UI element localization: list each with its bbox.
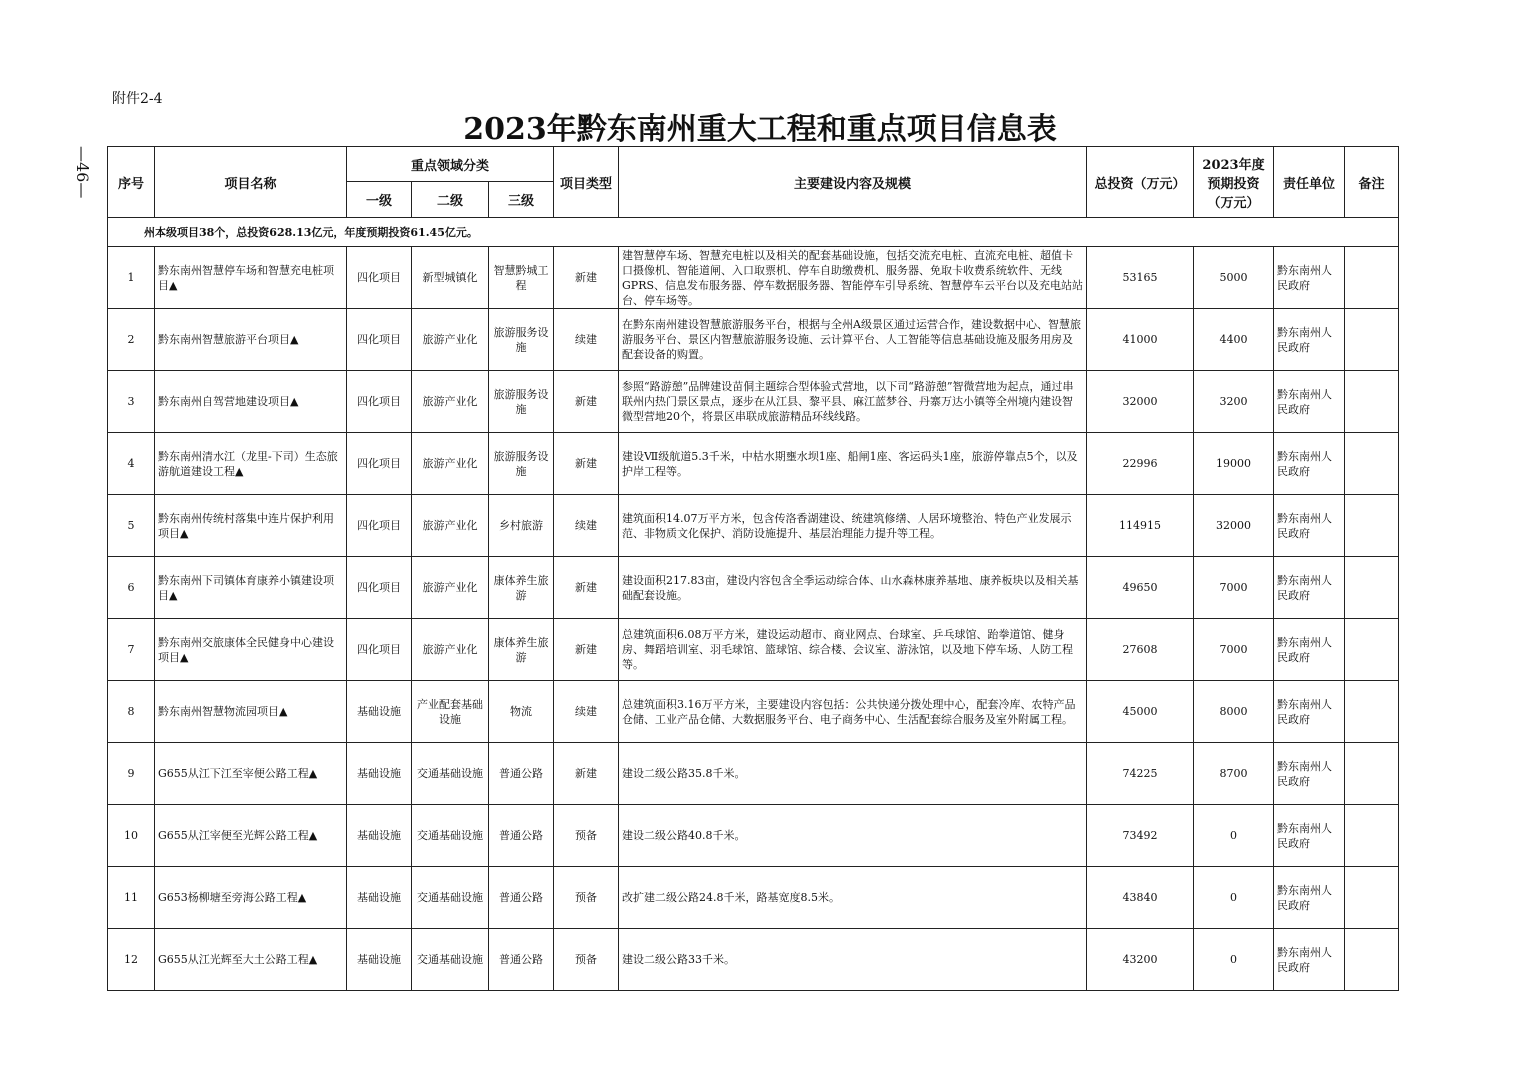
cell-content: 在黔东南州建设智慧旅游服务平台，根据与全州A级景区通过运营合作，建设数据中心、智慧旅游服务平台、景区内智慧旅游服务设施、云计算平台、人工智能等信息基础设施及服务用房及配套设备的购置。 [619, 309, 1087, 371]
cell-type: 预备 [554, 867, 619, 929]
cell-content: 建智慧停车场、智慧充电桩以及相关的配套基础设施，包括交流充电桩、直流充电桩、超值卡口摄像机、智能道闸、入口取票机、停车自助缴费机、服务器、免取卡收费系统软件、无线GPRS、信息发布服务器、停车数据服务器、智能停车引导系统、智慧停车云平台以及充电站站台、停车场等。 [619, 247, 1087, 309]
cell-type: 新建 [554, 433, 619, 495]
cell-name: 黔东南州智慧旅游平台项目▲ [155, 309, 347, 371]
cell-seq: 8 [108, 681, 155, 743]
cell-level3: 旅游服务设施 [489, 433, 554, 495]
cell-remark [1345, 247, 1399, 309]
cell-unit: 黔东南州人民政府 [1274, 619, 1345, 681]
cell-type: 预备 [554, 929, 619, 991]
cell-content: 参照“路游憩”品牌建设苗侗主题综合型体验式营地，以下司“路游憩”智微营地为起点，通过串联州内热门景区景点，逐步在从江县、黎平县、麻江蓝梦谷、丹寨万达小镇等全州境内建设智微型营地20个，将景区串联成旅游精品环线线路。 [619, 371, 1087, 433]
cell-seq: 12 [108, 929, 155, 991]
cell-level3: 普通公路 [489, 805, 554, 867]
cell-level3: 普通公路 [489, 867, 554, 929]
cell-name: 黔东南州交旅康体全民健身中心建设项目▲ [155, 619, 347, 681]
header-level2: 二级 [412, 182, 489, 218]
table-row [108, 743, 1399, 805]
table-row [108, 619, 1399, 681]
cell-level1: 四化项目 [347, 309, 412, 371]
attachment-label: 附件2-4 [112, 91, 163, 107]
cell-level1: 四化项目 [347, 495, 412, 557]
cell-unit: 黔东南州人民政府 [1274, 495, 1345, 557]
cell-seq: 6 [108, 557, 155, 619]
cell-total: 32000 [1087, 371, 1194, 433]
header-level1: 一级 [347, 182, 412, 218]
cell-remark [1345, 619, 1399, 681]
cell-annual: 3200 [1194, 371, 1274, 433]
cell-level2: 交通基础设施 [412, 867, 489, 929]
page-title: 2023年黔东南州重大工程和重点项目信息表 [463, 112, 1057, 147]
cell-total: 41000 [1087, 309, 1194, 371]
cell-name: G655从江宰便至光辉公路工程▲ [155, 805, 347, 867]
cell-content: 总建筑面积6.08万平方米，建设运动超市、商业网点、台球室、乒乓球馆、跆拳道馆、健身房、舞蹈培训室、羽毛球馆、篮球馆、综合楼、会议室、游泳馆，以及地下停车场、人防工程等。 [619, 619, 1087, 681]
cell-level3: 物流 [489, 681, 554, 743]
header-annual: 2023年度预期投资（万元） [1194, 147, 1274, 218]
cell-seq: 4 [108, 433, 155, 495]
cell-level2: 旅游产业化 [412, 495, 489, 557]
cell-name: 黔东南州清水江（龙里-下司）生态旅游航道建设工程▲ [155, 433, 347, 495]
cell-level3: 智慧黔城工程 [489, 247, 554, 309]
cell-level1: 四化项目 [347, 433, 412, 495]
cell-unit: 黔东南州人民政府 [1274, 371, 1345, 433]
cell-type: 预备 [554, 805, 619, 867]
cell-unit: 黔东南州人民政府 [1274, 929, 1345, 991]
cell-level1: 四化项目 [347, 557, 412, 619]
cell-unit: 黔东南州人民政府 [1274, 309, 1345, 371]
cell-annual: 0 [1194, 867, 1274, 929]
cell-unit: 黔东南州人民政府 [1274, 433, 1345, 495]
cell-remark [1345, 743, 1399, 805]
cell-unit: 黔东南州人民政府 [1274, 805, 1345, 867]
header-unit: 责任单位 [1274, 147, 1345, 218]
table-row [108, 433, 1399, 495]
cell-annual: 7000 [1194, 557, 1274, 619]
table-row [108, 805, 1399, 867]
cell-level3: 普通公路 [489, 929, 554, 991]
cell-remark [1345, 805, 1399, 867]
cell-annual: 32000 [1194, 495, 1274, 557]
cell-total: 73492 [1087, 805, 1194, 867]
cell-type: 续建 [554, 495, 619, 557]
cell-level2: 旅游产业化 [412, 433, 489, 495]
cell-level2: 产业配套基础设施 [412, 681, 489, 743]
cell-name: G655从江下江至宰便公路工程▲ [155, 743, 347, 805]
cell-level3: 旅游服务设施 [489, 309, 554, 371]
cell-name: 黔东南州自驾营地建设项目▲ [155, 371, 347, 433]
cell-level1: 基础设施 [347, 681, 412, 743]
header-content: 主要建设内容及规模 [619, 147, 1087, 218]
header-total: 总投资（万元） [1087, 147, 1194, 218]
cell-remark [1345, 929, 1399, 991]
cell-level2: 旅游产业化 [412, 371, 489, 433]
cell-remark [1345, 309, 1399, 371]
cell-type: 新建 [554, 371, 619, 433]
cell-name: 黔东南州智慧物流园项目▲ [155, 681, 347, 743]
cell-unit: 黔东南州人民政府 [1274, 867, 1345, 929]
table-row [108, 867, 1399, 929]
table-row [108, 371, 1399, 433]
table-row [108, 495, 1399, 557]
cell-seq: 11 [108, 867, 155, 929]
cell-unit: 黔东南州人民政府 [1274, 247, 1345, 309]
cell-name: G655从江光辉至大土公路工程▲ [155, 929, 347, 991]
cell-unit: 黔东南州人民政府 [1274, 743, 1345, 805]
cell-level1: 四化项目 [347, 619, 412, 681]
cell-type: 新建 [554, 619, 619, 681]
table-row [108, 557, 1399, 619]
cell-type: 续建 [554, 309, 619, 371]
cell-level1: 基础设施 [347, 805, 412, 867]
cell-remark [1345, 433, 1399, 495]
cell-type: 新建 [554, 557, 619, 619]
cell-unit: 黔东南州人民政府 [1274, 557, 1345, 619]
page-number: —46— [73, 146, 92, 199]
cell-level3: 乡村旅游 [489, 495, 554, 557]
header-category-group: 重点领域分类 [347, 147, 554, 182]
cell-level3: 康体养生旅游 [489, 557, 554, 619]
cell-content: 建设二级公路40.8千米。 [619, 805, 1087, 867]
cell-level2: 新型城镇化 [412, 247, 489, 309]
summary-row: 州本级项目38个，总投资628.13亿元，年度预期投资61.45亿元。 [108, 218, 1399, 247]
cell-level1: 基础设施 [347, 867, 412, 929]
project-table [107, 146, 1399, 991]
cell-seq: 10 [108, 805, 155, 867]
cell-seq: 5 [108, 495, 155, 557]
cell-annual: 19000 [1194, 433, 1274, 495]
cell-name: 黔东南州智慧停车场和智慧充电桩项目▲ [155, 247, 347, 309]
cell-total: 53165 [1087, 247, 1194, 309]
cell-level2: 交通基础设施 [412, 805, 489, 867]
cell-content: 建设Ⅶ级航道5.3千米，中枯水期壅水坝1座、船闸1座、客运码头1座，旅游停靠点5个，以及护岸工程等。 [619, 433, 1087, 495]
cell-annual: 8000 [1194, 681, 1274, 743]
cell-remark [1345, 557, 1399, 619]
cell-total: 74225 [1087, 743, 1194, 805]
cell-seq: 1 [108, 247, 155, 309]
cell-content: 建设面积217.83亩，建设内容包含全季运动综合体、山水森林康养基地、康养板块以及相关基础配套设施。 [619, 557, 1087, 619]
cell-level3: 旅游服务设施 [489, 371, 554, 433]
cell-seq: 3 [108, 371, 155, 433]
cell-annual: 8700 [1194, 743, 1274, 805]
table-row [108, 309, 1399, 371]
cell-name: 黔东南州传统村落集中连片保护利用项目▲ [155, 495, 347, 557]
cell-total: 45000 [1087, 681, 1194, 743]
cell-total: 49650 [1087, 557, 1194, 619]
cell-annual: 4400 [1194, 309, 1274, 371]
cell-level3: 普通公路 [489, 743, 554, 805]
cell-total: 114915 [1087, 495, 1194, 557]
header-name: 项目名称 [155, 147, 347, 218]
cell-total: 27608 [1087, 619, 1194, 681]
cell-total: 22996 [1087, 433, 1194, 495]
cell-level1: 基础设施 [347, 743, 412, 805]
header-level3: 三级 [489, 182, 554, 218]
cell-content: 总建筑面积3.16万平方米，主要建设内容包括：公共快递分拨处理中心，配套冷库、农特产品仓储、工业产品仓储、大数据服务平台、电子商务中心、生活配套综合服务及室外附属工程。 [619, 681, 1087, 743]
cell-unit: 黔东南州人民政府 [1274, 681, 1345, 743]
table-row [108, 247, 1399, 309]
cell-seq: 7 [108, 619, 155, 681]
cell-content: 建设二级公路33千米。 [619, 929, 1087, 991]
cell-level1: 基础设施 [347, 929, 412, 991]
cell-seq: 9 [108, 743, 155, 805]
cell-type: 新建 [554, 247, 619, 309]
header-type: 项目类型 [554, 147, 619, 218]
header-seq: 序号 [108, 147, 155, 218]
cell-type: 新建 [554, 743, 619, 805]
cell-seq: 2 [108, 309, 155, 371]
cell-content: 建筑面积14.07万平方米，包含传洛香湖建设、统建筑修缮、人居环境整治、特色产业发展示范、非物质文化保护、消防设施提升、基层治理能力提升等工程。 [619, 495, 1087, 557]
cell-type: 续建 [554, 681, 619, 743]
cell-level1: 四化项目 [347, 371, 412, 433]
cell-level2: 交通基础设施 [412, 929, 489, 991]
cell-level2: 旅游产业化 [412, 557, 489, 619]
cell-content: 建设二级公路35.8千米。 [619, 743, 1087, 805]
cell-level3: 康体养生旅游 [489, 619, 554, 681]
cell-total: 43840 [1087, 867, 1194, 929]
table-row [108, 681, 1399, 743]
cell-annual: 7000 [1194, 619, 1274, 681]
cell-remark [1345, 681, 1399, 743]
cell-remark [1345, 371, 1399, 433]
cell-remark [1345, 867, 1399, 929]
cell-level2: 旅游产业化 [412, 309, 489, 371]
header-remark: 备注 [1345, 147, 1399, 218]
cell-content: 改扩建二级公路24.8千米，路基宽度8.5米。 [619, 867, 1087, 929]
cell-remark [1345, 495, 1399, 557]
table-row [108, 929, 1399, 991]
cell-level2: 交通基础设施 [412, 743, 489, 805]
cell-name: G653杨柳塘至旁海公路工程▲ [155, 867, 347, 929]
cell-total: 43200 [1087, 929, 1194, 991]
cell-level1: 四化项目 [347, 247, 412, 309]
cell-annual: 0 [1194, 805, 1274, 867]
cell-level2: 旅游产业化 [412, 619, 489, 681]
cell-annual: 0 [1194, 929, 1274, 991]
cell-name: 黔东南州下司镇体育康养小镇建设项目▲ [155, 557, 347, 619]
cell-annual: 5000 [1194, 247, 1274, 309]
